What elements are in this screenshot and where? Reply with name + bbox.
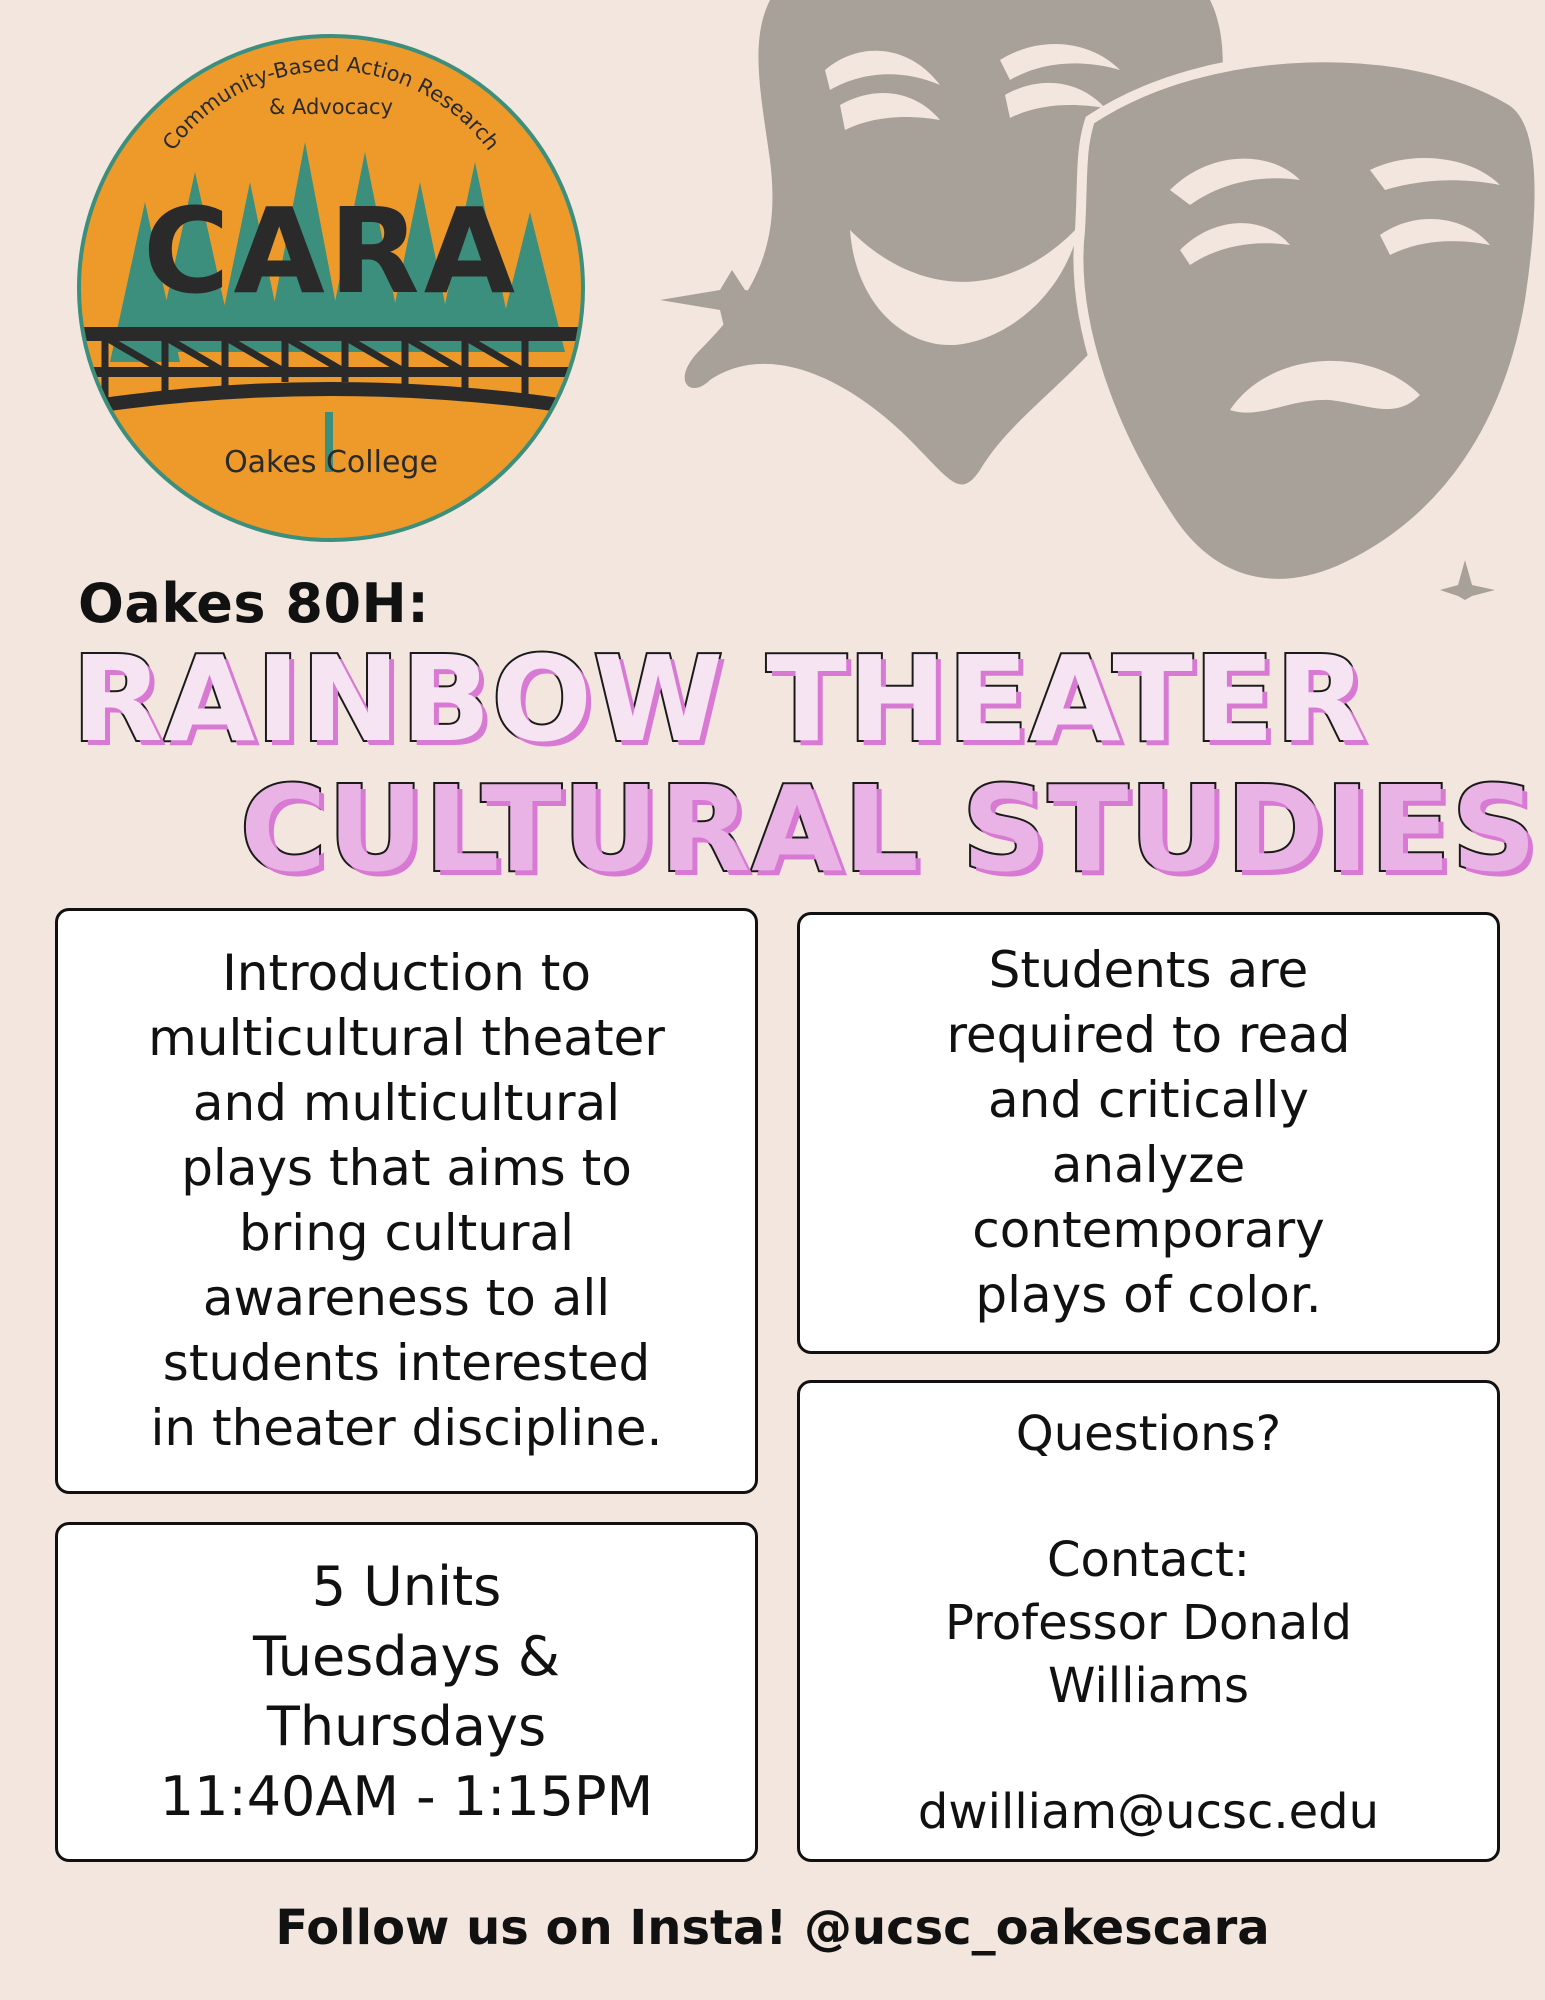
- requirements-line: Students are: [988, 941, 1309, 999]
- requirements-box: [797, 912, 1500, 1354]
- intro-line: Introduction to: [222, 944, 591, 1002]
- intro-line: bring cultural: [239, 1204, 574, 1262]
- logo-arc-text: Community-Based Action Research: [157, 51, 505, 155]
- requirements-line: contemporary: [972, 1201, 1325, 1259]
- requirements-text: [946, 938, 1350, 1328]
- comedy-tragedy-masks-icon: [650, 0, 1545, 600]
- cara-logo: [75, 32, 587, 544]
- requirements-line: plays of color.: [975, 1266, 1322, 1324]
- requirements-line: required to read: [946, 1006, 1351, 1064]
- intro-line: awareness to all: [202, 1269, 611, 1327]
- class-time: 11:40AM - 1:15PM: [159, 1765, 654, 1828]
- intro-line: in theater discipline.: [150, 1399, 663, 1457]
- intro-line: multicultural theater: [148, 1009, 665, 1067]
- intro-text: [148, 941, 665, 1461]
- course-code: Oakes 80H:: [78, 572, 430, 635]
- instagram-footer: Follow us on Insta! @ucsc_oakescara: [275, 1900, 1270, 1956]
- contact-label: Contact:: [1047, 1532, 1250, 1588]
- contact-email[interactable]: dwilliam@ucsc.edu: [917, 1784, 1380, 1840]
- days-line-1: Tuesdays &: [252, 1625, 561, 1688]
- units: 5 Units: [311, 1555, 502, 1618]
- contact-name-line-1: Professor Donald: [945, 1595, 1352, 1651]
- days-line-2: Thursdays: [266, 1695, 547, 1758]
- title-line-1: RAINBOW THEATER: [72, 630, 1368, 768]
- contact-box: [797, 1380, 1500, 1862]
- intro-line: and multicultural: [192, 1074, 621, 1132]
- intro-line: students interested: [162, 1334, 651, 1392]
- logo-college: Oakes College: [224, 445, 438, 480]
- title-line-2: CULTURAL STUDIES: [240, 760, 1538, 898]
- intro-box: [55, 908, 758, 1494]
- intro-line: plays that aims to: [181, 1139, 632, 1197]
- requirements-line: analyze: [1051, 1136, 1246, 1194]
- logo-sub-text: & Advocacy: [268, 95, 394, 119]
- logo-name: CARA: [142, 182, 520, 320]
- schedule-box: [55, 1522, 758, 1862]
- questions-label: Questions?: [1015, 1406, 1282, 1462]
- schedule-text: [160, 1552, 653, 1832]
- requirements-line: and critically: [988, 1071, 1309, 1129]
- contact-name-line-2: Williams: [1048, 1658, 1249, 1714]
